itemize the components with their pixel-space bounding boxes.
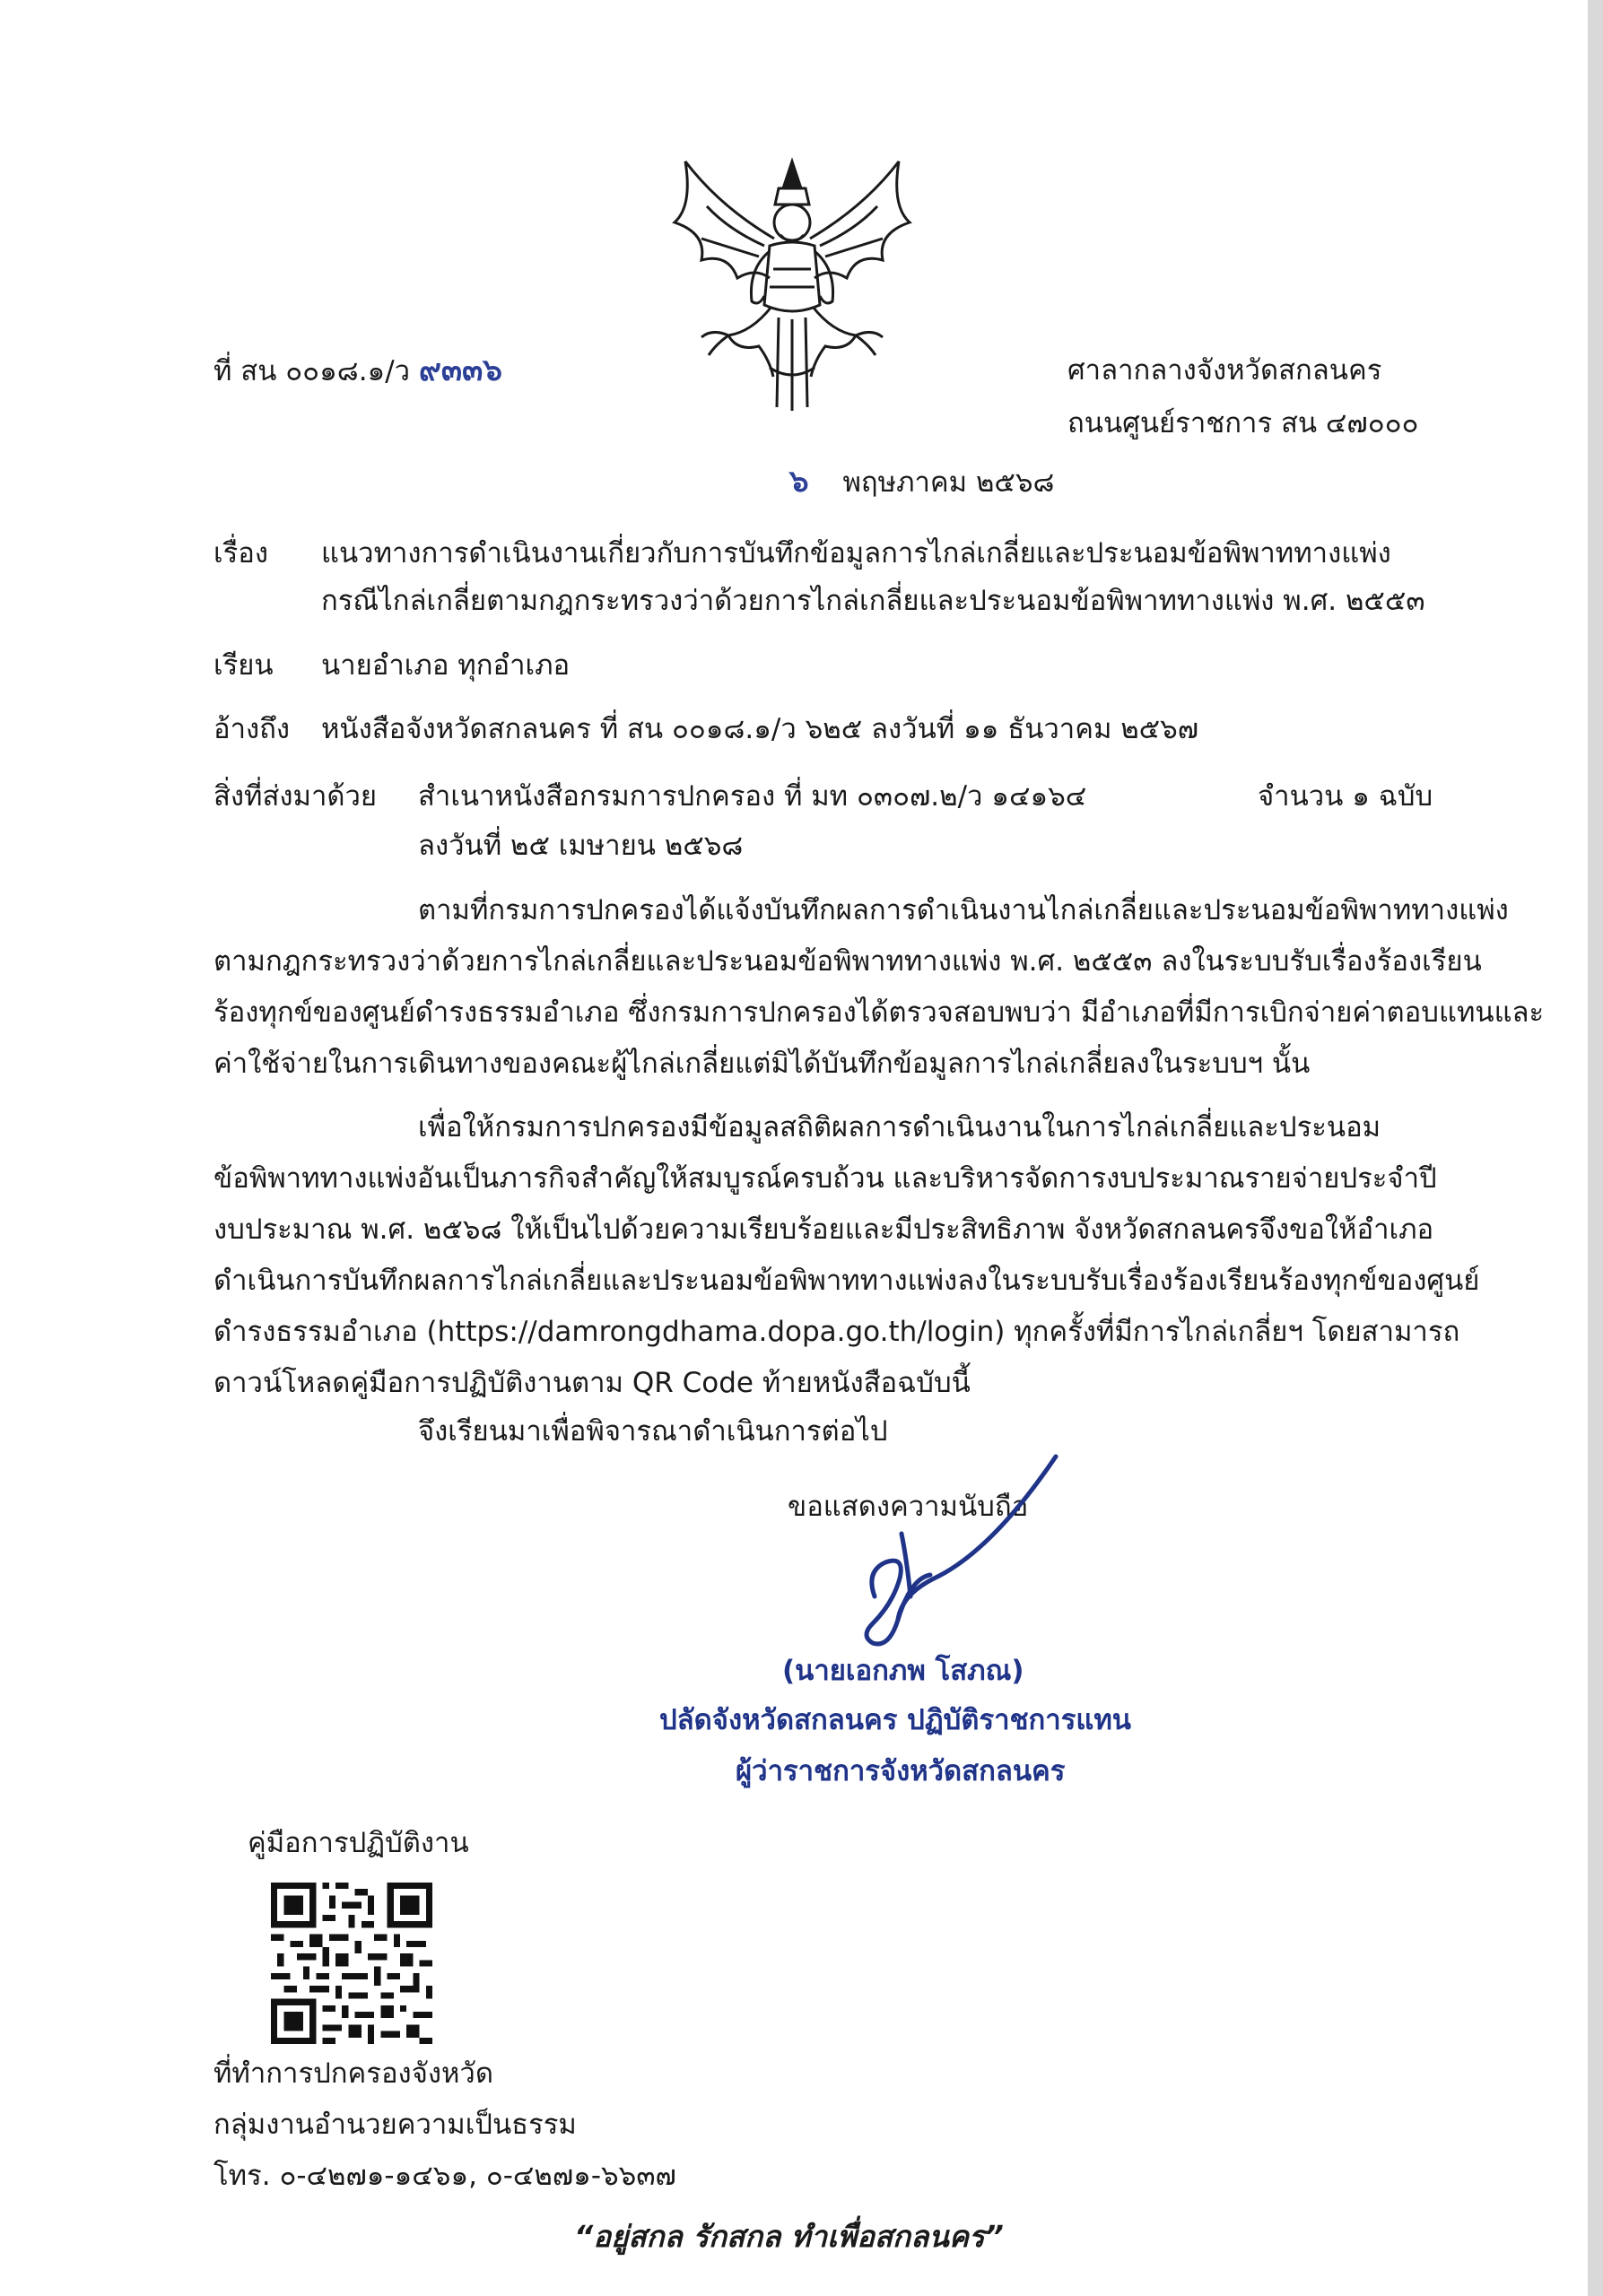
enclosure-line2: ลงวันที่ ๒๕ เมษายน ๒๕๖๘ xyxy=(418,830,744,862)
paragraph2-line: เพื่อให้กรมการปกครองมีข้อมูลสถิติผลการดำเนินงานในการไกล่เกลี่ยและประนอม xyxy=(418,1111,1381,1144)
enclosure-label: สิ่งที่ส่งมาด้วย xyxy=(213,780,378,813)
subject-line1: แนวทางการดำเนินงานเกี่ยวกับการบันทึกข้อมูลการไกล่เกลี่ยและประนอมข้อพิพาททางแพ่ง xyxy=(321,537,1391,570)
footer-department-line2: กลุ่มงานอำนวยความเป็นธรรม xyxy=(213,2109,577,2141)
to-label: เรียน xyxy=(213,649,274,682)
date-month-year: พฤษภาคม ๒๕๖๘ xyxy=(842,466,1055,499)
reference-number xyxy=(213,352,502,389)
reference-number-handwritten: ๙๓๓๖ xyxy=(418,352,502,388)
date-day-handwritten: ๖ xyxy=(789,464,809,500)
signatory-title-line2: ผู้ว่าราชการจังหวัดสกลนคร xyxy=(736,1755,1066,1787)
to-text: นายอำเภอ ทุกอำเภอ xyxy=(321,649,571,682)
paragraph1-line: ตามกฎกระทรวงว่าด้วยการไกล่เกลี่ยและประนอมข้อพิพาททางแพ่ง พ.ศ. ๒๕๕๓ ลงในระบบรับเรื่องร้องเรียน xyxy=(213,945,1482,978)
paragraph1-line: ร้องทุกข์ของศูนย์ดำรงธรรมอำเภอ ซึ่งกรมการปกครองได้ตรวจสอบพบว่า มีอำเภอที่มีการเบิกจ่ายค่าตอบแทนและ xyxy=(213,996,1545,1029)
paragraph1-line: ค่าใช้จ่ายในการเดินทางของคณะผู้ไกล่เกลี่ยแต่มิได้บันทึกข้อมูลการไกล่เกลี่ยลงในระบบฯ นั้น xyxy=(213,1048,1311,1080)
reference-label: อ้างถึง xyxy=(213,713,291,745)
signatory-name: (นายเอกภพ โสภณ) xyxy=(782,1655,1024,1687)
page-edge-shadow xyxy=(1588,0,1603,2296)
signatory-title-line1: ปลัดจังหวัดสกลนคร ปฏิบัติราชการแทน xyxy=(659,1704,1131,1736)
document-date xyxy=(789,464,1054,500)
paragraph2-line: ข้อพิพาททางแพ่งอันเป็นภารกิจสำคัญให้สมบูรณ์ครบถ้วน และบริหารจัดการงบประมาณรายจ่ายประจำปี xyxy=(213,1162,1437,1195)
paragraph1-line: ตามที่กรมการปกครองได้แจ้งบันทึกผลการดำเนินงานไกล่เกลี่ยและประนอมข้อพิพาททางแพ่ง xyxy=(418,894,1509,926)
office-address-line1: ศาลากลางจังหวัดสกลนคร xyxy=(1067,354,1382,387)
footer-department-line1: ที่ทำการปกครองจังหวัด xyxy=(213,2057,493,2090)
footer-phone: โทร. ๐-๔๒๗๑-๑๔๖๑, ๐-๔๒๗๑-๖๖๓๗ xyxy=(213,2160,676,2192)
paragraph2-line: ดำรงธรรมอำเภอ (https://damrongdhama.dopa.go.th/login) ทุกครั้งที่มีการไกล่เกลี่ยฯ โดยสามารถ xyxy=(213,1316,1460,1348)
qr-caption: คู่มือการปฏิบัติงาน xyxy=(248,1827,469,1859)
garuda-emblem xyxy=(666,152,919,413)
closing-request: จึงเรียนมาเพื่อพิจารณาดำเนินการต่อไป xyxy=(418,1415,888,1448)
enclosure-count: จำนวน ๑ ฉบับ xyxy=(1258,780,1433,813)
reference-text: หนังสือจังหวัดสกลนคร ที่ สน ๐๐๑๘.๑/ว ๖๒๕ ลงวันที่ ๑๑ ธันวาคม ๒๕๖๗ xyxy=(321,713,1199,745)
enclosure-line1: สำเนาหนังสือกรมการปกครอง ที่ มท ๐๓๐๗.๒/ว ๑๔๑๖๔ xyxy=(418,780,1087,813)
reference-number-prefix: ที่ สน ๐๐๑๘.๑/ว xyxy=(213,355,411,387)
qr-code-image xyxy=(271,1883,432,2044)
subject-line2: กรณีไกล่เกลี่ยตามกฎกระทรวงว่าด้วยการไกล่เกลี่ยและประนอมข้อพิพาททางแพ่ง พ.ศ. ๒๕๕๓ xyxy=(321,585,1425,617)
handwritten-signature xyxy=(848,1444,1063,1659)
paragraph2-line: ดำเนินการบันทึกผลการไกล่เกลี่ยและประนอมข้อพิพาททางแพ่งลงในระบบรับเรื่องร้องเรียนร้องทุกข์ของศูนย์ xyxy=(213,1265,1480,1297)
regards-text: ขอแสดงความนับถือ xyxy=(788,1491,1029,1523)
office-address-line2: ถนนศูนย์ราชการ สน ๔๗๐๐๐ xyxy=(1067,407,1419,439)
paragraph2-line: งบประมาณ พ.ศ. ๒๕๖๘ ให้เป็นไปด้วยความเรียบร้อยและมีประสิทธิภาพ จังหวัดสกลนครจึงขอให้อำเภอ xyxy=(213,1213,1434,1246)
subject-label: เรื่อง xyxy=(213,537,269,570)
footer-slogan: “อยู่สกล รักสกล ทำเพื่อสกลนคร” xyxy=(574,2219,1004,2254)
paragraph2-line: ดาวน์โหลดคู่มือการปฏิบัติงานตาม QR Code ท้ายหนังสือฉบับนี้ xyxy=(213,1367,971,1399)
